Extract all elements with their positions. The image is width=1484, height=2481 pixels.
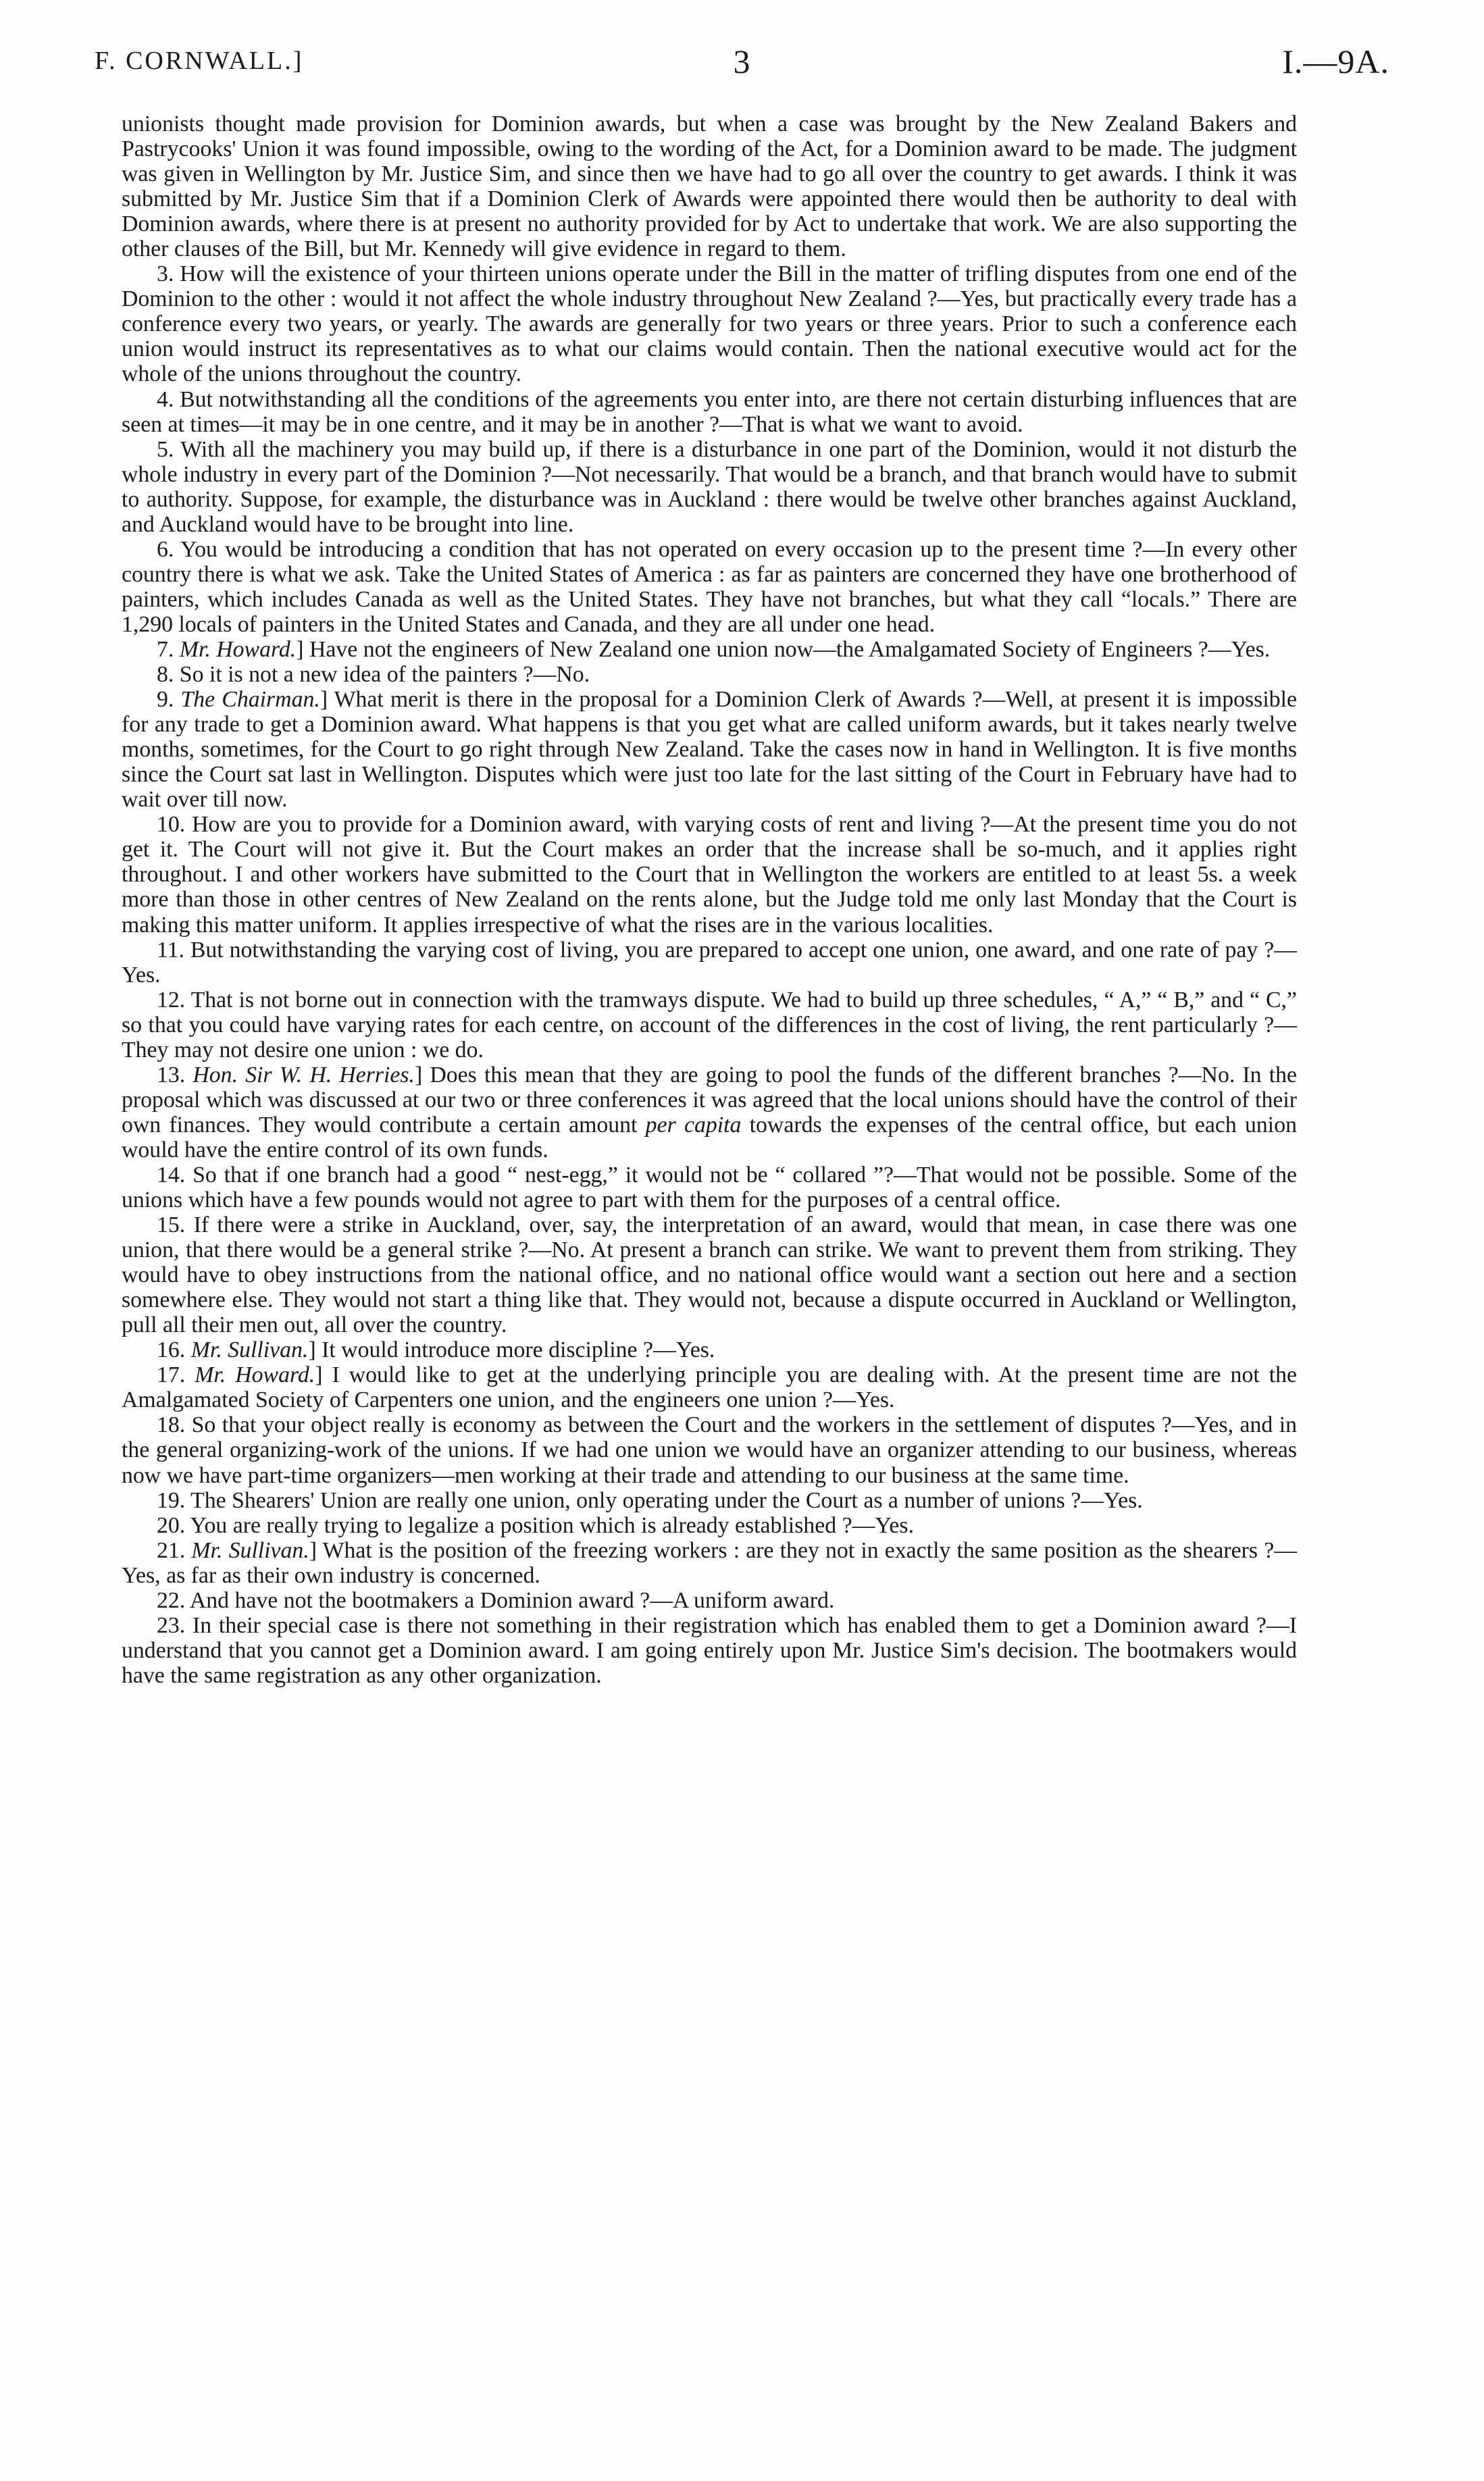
paragraph: 9. The Chairman.] What merit is there in the proposal for a Dominion Clerk of Awards ?—Well, at present it is impossible for any trade to get a Dominion award. What happens is that you get what are called uniform awards, but it takes nearly twelve months, sometimes, for the Court to go right through New Zealand. Take the cases now in hand in Wellington. It is five months since the Court sat last in Wellington. Disputes which were just too late for the last sitting of the Court in February have had to wait over till now. [122, 687, 1298, 813]
paragraph [122, 1488, 1297, 1513]
paragraph-text: 12. That is not borne out in connection with the tramways dispute. We had to build up three schedules, “ A,” “ B,” and “ C,” so that you could have varying rates for each centre, on account of the differences in the cost of living, the rent particularly ?—They may not desire one union : we do. [122, 987, 1297, 1063]
question-number: 16. [157, 1337, 191, 1363]
paragraph-text: 4. But notwithstanding all the conditions of the agreements you enter into, are there not certain disturbing influences that are seen at times—it may be in one centre, and it may be in another ?—That is what we want to avoid. [122, 386, 1297, 437]
document-body [122, 111, 1297, 1688]
paragraph-text: 11. But notwithstanding the varying cost of living, you are prepared to accept one union, one award, and one rate of pay ?—Yes. [122, 937, 1297, 988]
paragraph [122, 938, 1297, 988]
paragraph-text: 19. The Shearers' Union are really one union, only operating under the Court as a number of unions ?—Yes. [157, 1487, 1143, 1513]
paragraph-text: 15. If there were a strike in Auckland, over, say, the interpretation of an award, would that mean, in case there was one union, that there would be a general strike ?—No. At present a branch can strike. We want to prevent them from striking. They would have to obey instructions from the national office, and no national office would want a section out here and a section somewhere else. They would not start a thing like that. They would not, because a dispute occurred in Auckland or Wellington, pull all their men out, all over the country. [122, 1212, 1297, 1338]
paragraph-text: 10. How are you to provide for a Dominion award, with varying costs of rent and living ?—At the present time you do not get it. The Court will not give it. But the Court makes an order that the increase shall be so-much, and it applies right throughout. I and other workers have submitted to the Court that in Wellington the workers are entitled to at least 5s. a week more than those in other centres of New Zealand on the rents alone, but the Judge told me only last Monday that the Court is making this matter uniform. It applies irrespective of what the rises are in the various localities. [122, 812, 1297, 938]
paragraph [122, 662, 1297, 687]
paragraph [122, 437, 1297, 537]
paragraph [122, 537, 1297, 637]
question-number: 9. [157, 687, 181, 713]
paragraph [122, 261, 1297, 386]
paragraph-text: Have not the engineers of New Zealand one union now—the Amalgamated Society of Engineers ?—Yes. [309, 636, 1271, 662]
paragraph [122, 1162, 1297, 1212]
paragraph: 16. Mr. Sullivan.] It would introduce more discipline ?—Yes. [157, 1337, 715, 1363]
paragraph: 13. Hon. Sir W. H. Herries.] Does this mean that they are going to pool the funds of the different branches ?—No. In the proposal which was discussed at our two or three conferences it was agreed that the local unions should have the control of their own finances. They would contribute a certain amount per capita towards the expenses of the central office, but each union would have the entire control of its own funds. [122, 1062, 1297, 1162]
paragraph [122, 1588, 1297, 1613]
paragraph-text: I would like to get at the underlying principle you are dealing with. At the present time are not the Amalgamated Society of Carpenters one union, and the engineers one union ?—Yes. [122, 1362, 1298, 1413]
paragraph [122, 988, 1297, 1063]
paragraph-text: 6. You would be introducing a condition that has not operated on every occasion up to the present time ?—In every other country there is what we ask. Take the United States of America : as far as painters are concerned they have one brotherhood of painters, which includes Canada as well as the United States. They have not branches, but what they call “locals.” There are 1,290 locals of painters in the United States and Canada, and they are all under one head. [122, 536, 1297, 637]
page-header [95, 43, 1389, 93]
paragraph-text: Does this mean that they are going to pool the funds of the different branches ?—No. In the proposal which was discussed at our two or three conferences it was agreed that the local unions should have the control of their own finances. They would contribute a certain amount per capita towards the expenses of the central office, but each union would have the entire control of its own funds. [122, 1062, 1297, 1162]
paragraph [122, 1513, 1297, 1538]
paragraph-text: 23. In their special case is there not something in their registration which has enabled them to get a Dominion award ?—I understand that you cannot get a Dominion award. I am going entirely upon Mr. Justice Sim's decision. The bootmakers would have the same registration as any other organization. [122, 1612, 1297, 1688]
speaker-name: Mr. Sullivan. [191, 1537, 309, 1563]
paragraph-text: What merit is there in the proposal for a Dominion Clerk of Awards ?—Well, at present it is impossible for any trade to get a Dominion award. What happens is that you get what are called uniform awards, but it takes nearly twelve months, sometimes, for the Court to go right through New Zealand. Take the cases now in hand in Wellington. It is five months since the Court sat last in Wellington. Disputes which were just too late for the last sitting of the Court in February have had to wait over till now. [122, 687, 1298, 813]
speaker-name: The Chairman. [180, 687, 320, 713]
speaker-name: Mr. Howard. [179, 636, 297, 662]
paragraph-text: 3. How will the existence of your thirteen unions operate under the Bill in the matter of trifling disputes from one end of the Dominion to the other : would it not affect the whole industry throughout New Zealand ?—Yes, but practically every trade has a conference every two years, or yearly. The awards are generally for two years or three years. Prior to such a conference each union would instruct its representatives as to what our claims would contain. Then the national executive would act for the whole of the unions throughout the country. [122, 261, 1297, 387]
speaker-name: Mr. Sullivan. [190, 1337, 309, 1363]
paragraph: 21. Mr. Sullivan.] What is the position of the freezing workers : are they not in exactly the same position as the shearers ?—Yes, as far as their own industry is concerned. [122, 1537, 1297, 1588]
paragraph [122, 812, 1297, 937]
paragraph-text: 8. So it is not a new idea of the painters ?—No. [157, 662, 590, 688]
paragraph: 17. Mr. Howard.] I would like to get at the underlying principle you are dealing with. At the present time are not the Amalgamated Society of Carpenters one union, and the engineers one union ?—Yes. [122, 1362, 1298, 1413]
paragraph [122, 1212, 1297, 1337]
paragraph-text: It would introduce more discipline ?—Yes. [322, 1337, 715, 1363]
paragraph-text: What is the position of the freezing workers : are they not in exactly the same position as the shearers ?—Yes, as far as their own industry is concerned. [122, 1537, 1297, 1588]
witness-name: F. CORNWALL.] [95, 47, 304, 75]
question-number: 17. [157, 1362, 195, 1388]
question-number: 13. [157, 1062, 193, 1088]
paragraph [122, 387, 1297, 437]
document-reference: I.—9A. [1282, 43, 1389, 80]
question-number: 21. [157, 1537, 192, 1563]
paragraph-text: 20. You are really trying to legalize a position which is already established ?—Yes. [157, 1512, 915, 1538]
question-number: 7. [157, 636, 180, 662]
paragraph-text: unionists thought made provision for Dominion awards, but when a case was brought by the New Zealand Bakers and Pastrycooks' Union it was found impossible, owing to the wording of the Act, for a Dominion award to be made. The judgment was given in Wellington by Mr. Justice Sim, and since then we have had to go all over the country to get awards. I think it was submitted by Mr. Justice Sim that if a Dominion Clerk of Awards were appointed there would then be authority to deal with Dominion awards, where there is at present no authority provided for by Act to undertake that work. We are also supporting the other clauses of the Bill, but Mr. Kennedy will give evidence in regard to them. [122, 111, 1297, 262]
paragraph [122, 1412, 1297, 1487]
paragraph [122, 1613, 1297, 1688]
paragraph-text: 5. With all the machinery you may build up, if there is a disturbance in one part of the Dominion, would it not disturb the whole industry in every part of the Dominion ?—Not necessarily. That would be a branch, and that branch would have to submit to authority. Suppose, for example, the disturbance was in Auckland : there would be twelve other branches against Auckland, and Auckland would have to be brought into line. [122, 436, 1297, 537]
paragraph-text: 22. And have not the bootmakers a Dominion award ?—A uniform award. [157, 1587, 835, 1613]
page-number: 3 [733, 43, 751, 80]
paragraph [122, 111, 1297, 261]
speaker-name: Hon. Sir W. H. Herries. [193, 1062, 415, 1088]
paragraph: 7. Mr. Howard.] Have not the engineers of New Zealand one union now—the Amalgamated Society of Engineers ?—Yes. [157, 636, 1271, 662]
paragraph-text: 18. So that your object really is economy as between the Court and the workers in the settlement of disputes ?—Yes, and in the general organizing-work of the unions. If we had one union we would have an organizer attending to our business, whereas now we have part-time organizers—men working at their trade and attending to our business at the same time. [122, 1412, 1297, 1488]
paragraph-text: 14. So that if one branch had a good “ nest-egg,” it would not be “ collared ”?—That would not be possible. Some of the unions which have a few pounds would not agree to part with them for the purposes of a central office. [122, 1162, 1297, 1213]
speaker-name: Mr. Howard. [195, 1362, 315, 1388]
